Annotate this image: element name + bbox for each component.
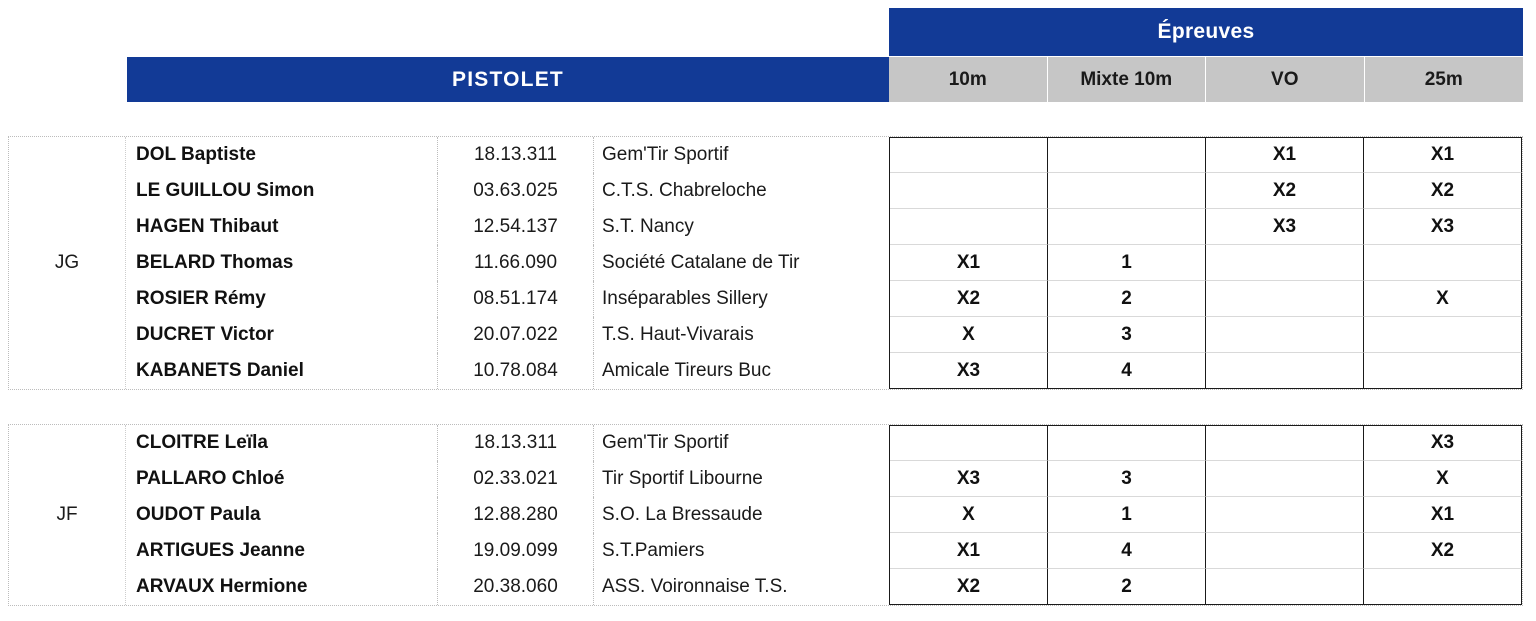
event-cell-vo: X1	[1206, 137, 1364, 173]
license-number: 12.88.280	[438, 497, 594, 533]
event-cell-10m: X	[890, 497, 1048, 533]
table-row	[126, 461, 1522, 497]
club-name: ASS. Voironnaise T.S.	[594, 569, 890, 605]
athlete-name: DOL Baptiste	[126, 137, 438, 173]
event-cell-vo	[1206, 569, 1364, 605]
event-cell-vo	[1206, 425, 1364, 461]
club-name: Amicale Tireurs Buc	[594, 353, 890, 389]
table-header	[0, 0, 1536, 102]
event-cell-mixte-10m: 1	[1048, 497, 1206, 533]
event-cell-10m	[890, 209, 1048, 245]
license-number: 03.63.025	[438, 173, 594, 209]
event-cell-10m	[890, 137, 1048, 173]
event-cell-vo	[1206, 353, 1364, 389]
license-number: 11.66.090	[438, 245, 594, 281]
club-name: T.S. Haut-Vivarais	[594, 317, 890, 353]
event-cell-25m	[1364, 569, 1522, 605]
event-cell-vo	[1206, 533, 1364, 569]
event-cell-10m: X3	[890, 461, 1048, 497]
table-row	[126, 425, 1522, 461]
event-cell-25m: X1	[1364, 497, 1522, 533]
event-cell-25m	[1364, 317, 1522, 353]
event-cell-25m	[1364, 245, 1522, 281]
section-title: PISTOLET	[127, 57, 889, 102]
event-cell-25m	[1364, 353, 1522, 389]
event-cell-vo	[1206, 245, 1364, 281]
event-cell-25m: X3	[1364, 209, 1522, 245]
event-header-25m: 25m	[1365, 57, 1524, 102]
event-cell-mixte-10m: 4	[1048, 533, 1206, 569]
event-cell-vo	[1206, 281, 1364, 317]
table-row	[126, 209, 1522, 245]
event-cell-25m: X2	[1364, 173, 1522, 209]
event-cell-10m: X3	[890, 353, 1048, 389]
athlete-name: KABANETS Daniel	[126, 353, 438, 389]
event-cell-25m: X1	[1364, 137, 1522, 173]
event-cell-25m: X	[1364, 461, 1522, 497]
table-row	[126, 281, 1522, 317]
event-cell-mixte-10m	[1048, 425, 1206, 461]
event-cell-vo: X2	[1206, 173, 1364, 209]
epreuves-header: Épreuves	[889, 8, 1523, 56]
athlete-name: BELARD Thomas	[126, 245, 438, 281]
event-cell-10m: X1	[890, 533, 1048, 569]
table-row	[126, 245, 1522, 281]
event-cell-mixte-10m: 3	[1048, 317, 1206, 353]
event-cell-mixte-10m: 2	[1048, 569, 1206, 605]
event-cell-vo	[1206, 317, 1364, 353]
table-row	[126, 173, 1522, 209]
event-cell-mixte-10m: 1	[1048, 245, 1206, 281]
athlete-name: HAGEN Thibaut	[126, 209, 438, 245]
table-row	[126, 353, 1522, 389]
license-number: 18.13.311	[438, 425, 594, 461]
category-label: JG	[9, 137, 126, 389]
athlete-name: ROSIER Rémy	[126, 281, 438, 317]
club-name: S.O. La Bressaude	[594, 497, 890, 533]
rows-container	[126, 137, 1522, 389]
license-number: 20.07.022	[438, 317, 594, 353]
club-name: S.T. Nancy	[594, 209, 890, 245]
event-cell-vo	[1206, 497, 1364, 533]
category-label: JF	[9, 425, 126, 605]
athlete-name: ARTIGUES Jeanne	[126, 533, 438, 569]
license-number: 19.09.099	[438, 533, 594, 569]
event-header-vo: VO	[1206, 57, 1365, 102]
license-number: 08.51.174	[438, 281, 594, 317]
table-row	[126, 569, 1522, 605]
license-number: 12.54.137	[438, 209, 594, 245]
license-number: 18.13.311	[438, 137, 594, 173]
event-cell-25m: X2	[1364, 533, 1522, 569]
event-cell-mixte-10m	[1048, 209, 1206, 245]
category-group-jg	[8, 136, 1523, 390]
table-row	[126, 137, 1522, 173]
event-cell-25m: X	[1364, 281, 1522, 317]
rows-container	[126, 425, 1522, 605]
athlete-name: PALLARO Chloé	[126, 461, 438, 497]
event-cell-10m: X2	[890, 281, 1048, 317]
event-cell-mixte-10m	[1048, 137, 1206, 173]
club-name: C.T.S. Chabreloche	[594, 173, 890, 209]
athlete-name: OUDOT Paula	[126, 497, 438, 533]
event-cell-mixte-10m: 4	[1048, 353, 1206, 389]
event-cell-10m: X	[890, 317, 1048, 353]
club-name: Gem'Tir Sportif	[594, 425, 890, 461]
athlete-name: DUCRET Victor	[126, 317, 438, 353]
event-cell-vo	[1206, 461, 1364, 497]
event-cell-mixte-10m: 2	[1048, 281, 1206, 317]
event-cell-10m: X2	[890, 569, 1048, 605]
category-group-jf	[8, 424, 1523, 606]
license-number: 10.78.084	[438, 353, 594, 389]
event-cell-vo: X3	[1206, 209, 1364, 245]
club-name: S.T.Pamiers	[594, 533, 890, 569]
club-name: Gem'Tir Sportif	[594, 137, 890, 173]
event-cell-25m: X3	[1364, 425, 1522, 461]
event-cell-10m	[890, 173, 1048, 209]
event-cell-10m	[890, 425, 1048, 461]
event-cell-10m: X1	[890, 245, 1048, 281]
club-name: Société Catalane de Tir	[594, 245, 890, 281]
table-row	[126, 497, 1522, 533]
event-cell-mixte-10m	[1048, 173, 1206, 209]
athlete-name: LE GUILLOU Simon	[126, 173, 438, 209]
event-header-mixte-10m: Mixte 10m	[1048, 57, 1207, 102]
event-cell-mixte-10m: 3	[1048, 461, 1206, 497]
athlete-name: CLOITRE Leïla	[126, 425, 438, 461]
event-column-headers	[889, 57, 1523, 102]
license-number: 20.38.060	[438, 569, 594, 605]
license-number: 02.33.021	[438, 461, 594, 497]
athlete-name: ARVAUX Hermione	[126, 569, 438, 605]
club-name: Inséparables Sillery	[594, 281, 890, 317]
table-row	[126, 317, 1522, 353]
table-row	[126, 533, 1522, 569]
event-header-10m: 10m	[889, 57, 1048, 102]
club-name: Tir Sportif Libourne	[594, 461, 890, 497]
